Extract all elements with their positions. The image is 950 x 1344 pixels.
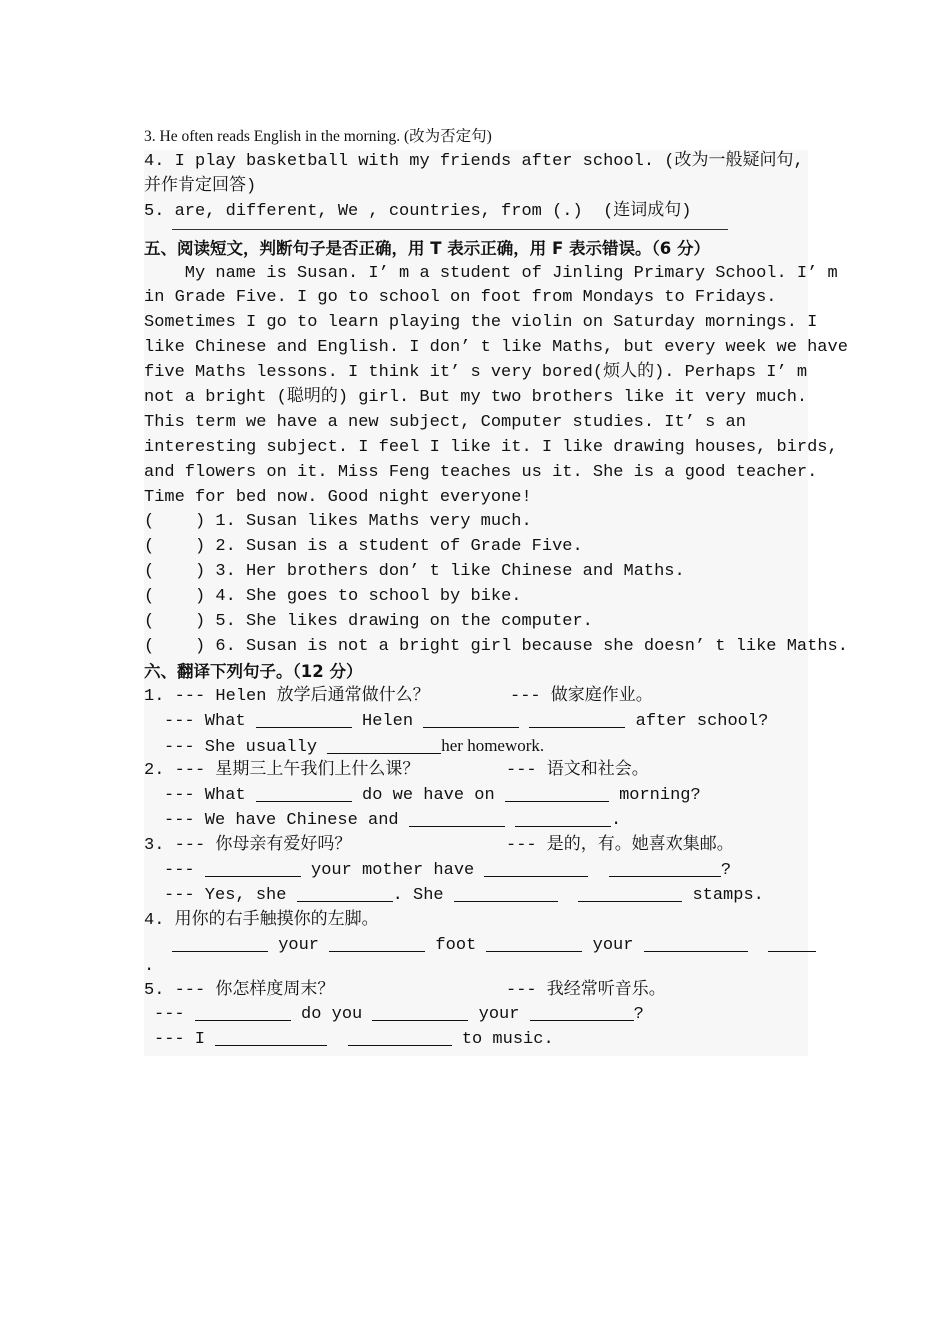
answer-rule (144, 225, 808, 237)
passage-line: This term we have a new subject, Computer studies. It’ s an (144, 412, 746, 432)
tf-item: ( ) 5. She likes drawing on the computer. (144, 612, 593, 632)
passage-line: like Chinese and English. I don’ t like Maths, but every week we have (144, 338, 848, 358)
blank[interactable] (454, 884, 558, 902)
translation-4-period: . (144, 956, 155, 976)
section-5-heading: 五、阅读短文，判断句子是否正确，用 T 表示正确，用 F 表示错误。（6 分） (144, 238, 710, 258)
answer-rule-right (488, 229, 728, 230)
reading-passage (144, 262, 848, 511)
blank[interactable] (205, 859, 301, 877)
blank[interactable] (644, 934, 748, 952)
blank[interactable] (256, 784, 352, 802)
blank[interactable] (529, 710, 625, 728)
translation-5-prompt: 5. --- 你怎样度周末？ --- 我经常听音乐。 (144, 980, 666, 1000)
blank[interactable] (530, 1003, 634, 1021)
blank[interactable] (409, 809, 505, 827)
translation-3-answer-a: --- your mother have ? (164, 860, 732, 880)
passage-line: Time for bed now. Good night everyone! (144, 487, 532, 507)
blank[interactable] (484, 859, 588, 877)
true-false-list (144, 510, 848, 659)
translation-4-prompt: 4. 用你的右手触摸你的左脚。 (144, 910, 379, 930)
blank[interactable] (372, 1003, 468, 1021)
translation-2-answer-a: --- What do we have on morning? (164, 786, 701, 806)
blank[interactable] (329, 934, 425, 952)
blank[interactable] (515, 809, 611, 827)
tf-answer-slot[interactable]: ( ) (144, 612, 206, 632)
translation-3-answer-b: --- Yes, she . She stamps. (164, 885, 764, 905)
translation-2-answer-b: --- We have Chinese and . (164, 811, 622, 831)
tf-item: ( ) 1. Susan likes Maths very much. (144, 512, 532, 532)
translation-5-answer-b: --- I to music. (154, 1030, 554, 1050)
tf-answer-slot[interactable]: ( ) (144, 636, 206, 656)
blank[interactable] (578, 884, 682, 902)
translation-1-prompt: 1. --- Helen 放学后通常做什么？ --- 做家庭作业。 (144, 686, 653, 706)
blank[interactable] (297, 884, 393, 902)
passage-line: Sometimes I go to learn playing the violin on Saturday mornings. I (144, 313, 818, 333)
tf-answer-slot[interactable]: ( ) (144, 587, 206, 607)
answer-rule-left (172, 229, 488, 230)
tf-item: ( ) 4. She goes to school by bike. (144, 587, 522, 607)
tf-answer-slot[interactable]: ( ) (144, 562, 206, 582)
passage-line: interesting subject. I feel I like it. I like drawing houses, birds, (144, 437, 838, 457)
question-4-line-2: 并作肯定回答) (144, 176, 257, 196)
passage-line: five Maths lessons. I think it’ s very bored(烦人的). Perhaps I’ m (144, 363, 808, 383)
section-6-heading: 六、翻译下列句子。（12 分） (144, 661, 363, 681)
blank[interactable] (172, 934, 268, 952)
blank[interactable] (609, 859, 721, 877)
blank[interactable] (256, 710, 352, 728)
translation-5-answer-a: --- do you your ? (154, 1005, 644, 1025)
tf-answer-slot[interactable]: ( ) (144, 512, 206, 532)
passage-line: in Grade Five. I go to school on foot from Mondays to Fridays. (144, 288, 777, 308)
shaded-block (144, 150, 848, 1056)
passage-line: and flowers on it. Miss Feng teaches us it. She is a good teacher. (144, 462, 818, 482)
translation-3-prompt: 3. --- 你母亲有爱好吗？ --- 是的，有。她喜欢集邮。 (144, 836, 734, 856)
question-3: 3. He often reads English in the morning. (改为否定句) (144, 128, 492, 145)
translation-1-answer-a: --- What Helen after school? (164, 711, 769, 731)
translation-1-answer-b: --- She usually her homework. (164, 736, 545, 758)
passage-line: My name is Susan. I’ m a student of Jinling Primary School. I’ m (144, 263, 838, 283)
blank[interactable] (423, 710, 519, 728)
blank[interactable] (486, 934, 582, 952)
tf-item: ( ) 3. Her brothers don’ t like Chinese and Maths. (144, 562, 685, 582)
question-5: 5. are, different, We , countries, from (.) (连词成句) (144, 201, 692, 221)
tf-item: ( ) 6. Susan is not a bright girl because she doesn’ t like Maths. (144, 636, 848, 656)
blank[interactable] (215, 1028, 327, 1046)
worksheet-page (144, 124, 848, 1056)
blank[interactable] (348, 1028, 452, 1046)
blank[interactable] (195, 1003, 291, 1021)
tf-answer-slot[interactable]: ( ) (144, 537, 206, 557)
blank[interactable] (327, 736, 441, 754)
translation-2-prompt: 2. --- 星期三上午我们上什么课？ --- 语文和社会。 (144, 761, 649, 781)
translation-4-answer: your foot your (144, 934, 808, 959)
tf-item: ( ) 2. Susan is a student of Grade Five. (144, 537, 583, 557)
passage-line: not a bright (聪明的) girl. But my two brothers like it very much. (144, 388, 808, 408)
question-4-line-1: 4. I play basketball with my friends after school. (改为一般疑问句, (144, 152, 804, 171)
blank[interactable] (505, 784, 609, 802)
blank[interactable] (768, 934, 816, 952)
